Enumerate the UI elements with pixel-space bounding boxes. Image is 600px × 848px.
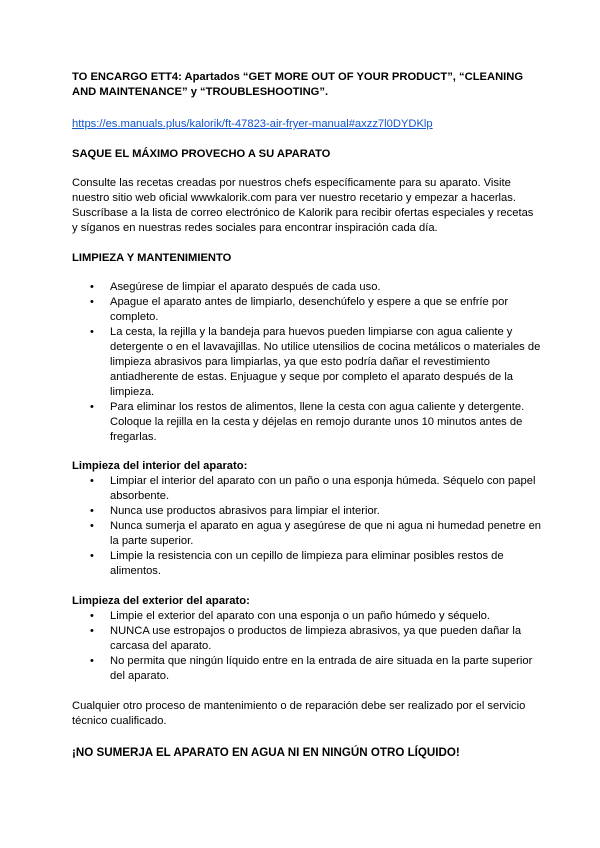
section-heading-get-more: SAQUE EL MÁXIMO PROVECHO A SU APARATO <box>72 148 331 160</box>
warning-text: ¡NO SUMERJA EL APARATO EN AGUA NI EN NINGÚN OTRO LÍQUIDO! <box>72 746 460 759</box>
list-item: • Para eliminar los restos de alimentos, llene la cesta con agua caliente y detergente. Coloque la rejilla en la cesta y déjelas en remojo durante unos 10 minutos antes de fregarlas. <box>110 400 542 445</box>
interior-list <box>72 474 542 579</box>
list-item: • La cesta, la rejilla y la bandeja para huevos pueden limpiarse con agua caliente y detergente o en el lavavajillas. No utilice utensilios de cocina metálicos o materiales de limpieza abrasivos para limpiarlas, ya que esto podría dañar el revestimiento antiadherente de estas. Enjuague y seque por completo el aparato después de la limpieza. <box>110 325 542 400</box>
section-heading-cleaning: LIMPIEZA Y MANTENIMIENTO <box>72 252 232 264</box>
list-item: • NUNCA use estropajos o productos de limpieza abrasivos, ya que pueden dañar la carcasa del aparato. <box>110 624 542 654</box>
subheading-exterior: Limpieza del exterior del aparato: <box>72 595 250 607</box>
list-item: • Limpie el exterior del aparato con una esponja o un paño húmedo y séquelo. <box>110 609 542 624</box>
list-item: • Nunca use productos abrasivos para limpiar el interior. <box>110 504 542 519</box>
section-paragraph-get-more: Consulte las recetas creadas por nuestros chefs específicamente para su aparato. Visite nuestro sitio web oficial wwwkalorik.com para ver nuestro recetario y empezar a hacerlas. Suscríbase a la lista de correo electrónico de Kalorik para recibir ofertas especiales y recetas y síganos en nuestras redes sociales para encontrar inspiración cada día. <box>72 177 534 234</box>
document-title: TO ENCARGO ETT4: Apartados “GET MORE OUT OF YOUR PRODUCT”, “CLEANING AND MAINTENANCE” y “TROUBLESHOOTING”. <box>72 71 524 98</box>
cleaning-list <box>72 280 542 445</box>
list-item: • Asegúrese de limpiar el aparato después de cada uso. <box>110 280 542 295</box>
list-item: • Limpie la resistencia con un cepillo de limpieza para eliminar posibles restos de alimentos. <box>110 549 542 579</box>
exterior-list <box>72 609 542 684</box>
subheading-interior: Limpieza del interior del aparato: <box>72 460 248 472</box>
closing-paragraph: Cualquier otro proceso de mantenimiento o de reparación debe ser realizado por el servicio técnico cualificado. <box>72 700 526 727</box>
list-item: • Nunca sumerja el aparato en agua y asegúrese de que ni agua ni humedad penetre en la parte superior. <box>110 519 542 549</box>
manual-link[interactable]: https://es.manuals.plus/kalorik/ft-47823-air-fryer-manual#axzz7l0DYDKlp <box>72 118 433 130</box>
manual-link-paragraph <box>72 117 542 132</box>
list-item: • No permita que ningún líquido entre en la entrada de aire situada en la parte superior del aparato. <box>110 654 542 684</box>
list-item: • Apague el aparato antes de limpiarlo, desenchúfelo y espere a que se enfríe por completo. <box>110 295 542 325</box>
list-item: • Limpiar el interior del aparato con un paño o una esponja húmeda. Séquelo con papel absorbente. <box>110 474 542 504</box>
